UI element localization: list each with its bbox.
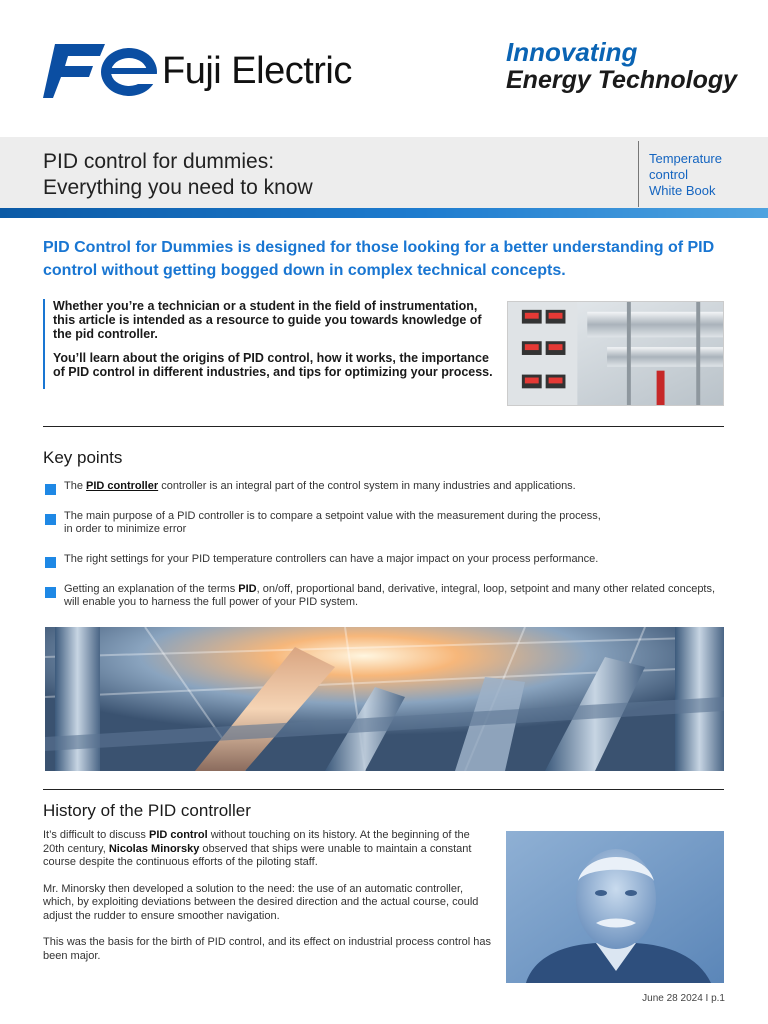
header (0, 0, 768, 136)
bullet-square-icon (45, 484, 56, 495)
list-item: Getting an explanation of the terms PID, on/off, proportional band, derivative, integral, loop, setpoint and many other related concepts, will enable you to harness the full power of your PID system. (43, 583, 724, 609)
industrial-pipes-photo (45, 627, 724, 771)
series-label-line2: control (649, 167, 689, 182)
key-points-list (43, 480, 724, 609)
bullet-square-icon (45, 557, 56, 568)
list-item: The PID controller controller is an integral part of the control system in many industries and applications. (43, 480, 724, 493)
bullet-square-icon (45, 587, 56, 598)
title-divider (638, 141, 639, 207)
fuji-electric-logo-icon (43, 42, 159, 100)
tagline (506, 38, 737, 94)
intro-paragraph-2: You’ll learn about the origins of PID control, how it works, the importance of PID control in different industries, and tips for optimizing your process. (53, 351, 493, 379)
intro-block (43, 299, 493, 389)
blue-accent-bar (0, 208, 768, 218)
list-item: The main purpose of a PID controller is to compare a setpoint value with the measurement during the process, in order to minimize error (43, 510, 724, 536)
intro-paragraph-1: Whether you’re a technician or a student in the field of instrumentation, this article is intended as a resource to guide you towards knowledge of the pid controller. (53, 299, 482, 341)
history-heading: History of the PID controller (43, 801, 251, 820)
minorsky-portrait-photo (506, 831, 724, 983)
bullet-square-icon (45, 514, 56, 525)
title-bar (0, 137, 768, 209)
history-paragraph-3: This was the basis for the birth of PID control, and its effect on industrial process control has been major. (43, 936, 491, 962)
section-rule-2 (43, 789, 724, 790)
tagline-line2: Energy Technology (506, 66, 738, 94)
tagline-line1: Innovating (506, 37, 638, 67)
page-title (43, 149, 313, 201)
series-label (649, 151, 759, 199)
series-label-line3: White Book (649, 183, 716, 198)
list-item: The right settings for your PID temperature controllers can have a major impact on your process performance. (43, 553, 724, 566)
page-title-line1: PID control for dummies: (43, 150, 275, 173)
history-paragraph-1: It’s difficult to discuss PID control without touching on its history. At the beginning of the 20th century, Nicolas Minorsky observed that ships were unable to maintain a constant course despite the continuous efforts of the piloting staff. (43, 829, 472, 868)
lead-paragraph: PID Control for Dummies is designed for those looking for a better understanding of PID control without getting bogged down in complex technical concepts. (43, 239, 715, 279)
history-paragraph-2: Mr. Minorsky then developed a solution to the need: the use of an automatic controller, which, by exploiting deviations between the desired direction and the actual course, could adjust the rudder to ensure smoother navigation. (43, 882, 479, 922)
history-body (43, 829, 491, 976)
series-label-line1: Temperature (649, 151, 722, 166)
key-points-heading: Key points (43, 448, 123, 467)
page-footer: June 28 2024 I p.1 (642, 993, 725, 1004)
section-rule-1 (43, 426, 724, 427)
page-title-line2: Everything you need to know (43, 176, 313, 199)
brand-name: Fuji Electric (162, 50, 352, 92)
pid-controller-link[interactable]: PID controller (86, 480, 159, 492)
controllers-photo (507, 301, 724, 406)
